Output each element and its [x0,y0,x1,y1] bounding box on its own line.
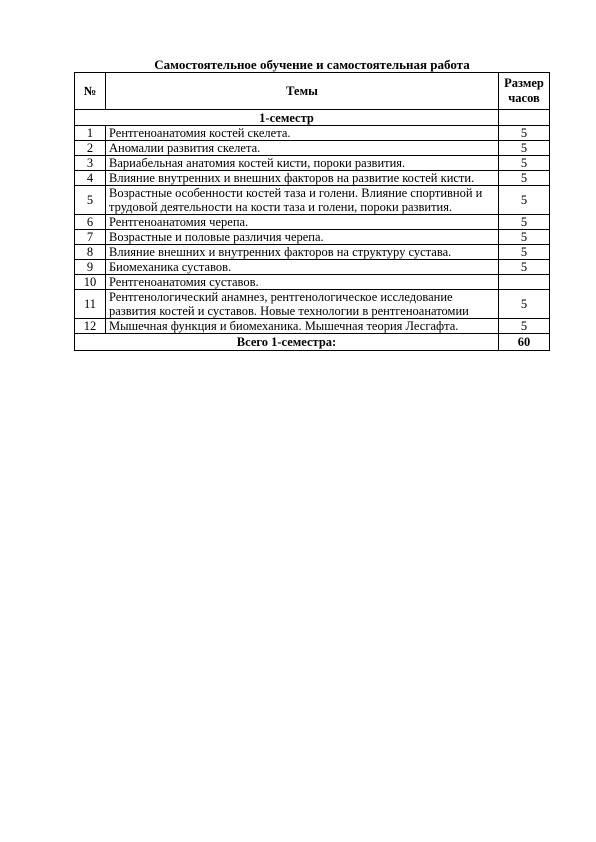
row-hours: 5 [499,260,550,275]
semester-empty-cell [499,110,550,126]
row-hours: 5 [499,186,550,215]
study-plan-table [74,72,550,351]
row-hours: 5 [499,171,550,186]
table-row [75,126,550,141]
table-row [75,245,550,260]
row-hours: 5 [499,319,550,334]
table-row [75,275,550,290]
row-topic: Рентгеноанатомия черепа. [106,215,499,230]
row-topic: Рентгеноанатомия суставов. [106,275,499,290]
row-hours: 5 [499,141,550,156]
row-number: 5 [75,186,106,215]
row-number: 1 [75,126,106,141]
row-topic: Рентгеноанатомия костей скелета. [106,126,499,141]
row-number: 8 [75,245,106,260]
semester-row [75,110,550,126]
row-topic: Вариабельная анатомия костей кисти, пороки развития. [106,156,499,171]
total-label: Всего 1-семестра: [75,334,499,351]
row-hours: 5 [499,215,550,230]
table-row [75,230,550,245]
total-row [75,334,550,351]
table-row [75,290,550,319]
row-number: 11 [75,290,106,319]
row-topic: Влияние внешних и внутренних факторов на структуру сустава. [106,245,499,260]
row-topic: Аномалии развития скелета. [106,141,499,156]
table-row [75,260,550,275]
semester-label: 1-семестр [75,110,499,126]
table-row [75,141,550,156]
header-hours: Размер часов [499,73,550,110]
row-topic: Возрастные особенности костей таза и голени. Влияние спортивной и трудовой деятельности на кости таза и голени, пороки развития. [106,186,499,215]
row-hours: 5 [499,230,550,245]
row-topic: Биомеханика суставов. [106,260,499,275]
total-hours: 60 [499,334,550,351]
table-row [75,156,550,171]
row-number: 7 [75,230,106,245]
row-number: 2 [75,141,106,156]
row-number: 6 [75,215,106,230]
table-row [75,319,550,334]
row-number: 3 [75,156,106,171]
row-hours: 5 [499,245,550,260]
row-number: 9 [75,260,106,275]
header-number: № [75,73,106,110]
row-number: 10 [75,275,106,290]
table-row [75,215,550,230]
row-topic: Мышечная функция и биомеханика. Мышечная теория Лесгафта. [106,319,499,334]
row-topic: Возрастные и половые различия черепа. [106,230,499,245]
page-title: Самостоятельное обучение и самостоятельная работа [154,57,470,72]
table-row [75,171,550,186]
table-header-row [75,73,550,110]
row-hours: 5 [499,156,550,171]
row-hours [499,275,550,290]
header-topics: Темы [106,73,499,110]
row-number: 12 [75,319,106,334]
table-row [75,186,550,215]
row-number: 4 [75,171,106,186]
row-topic: Влияние внутренних и внешних факторов на развитие костей кисти. [106,171,499,186]
row-hours: 5 [499,126,550,141]
row-hours: 5 [499,290,550,319]
row-topic: Рентгенологический анамнез, рентгенологическое исследование развития костей и суставов. Новые технологии в рентгеноанатомии [106,290,499,319]
